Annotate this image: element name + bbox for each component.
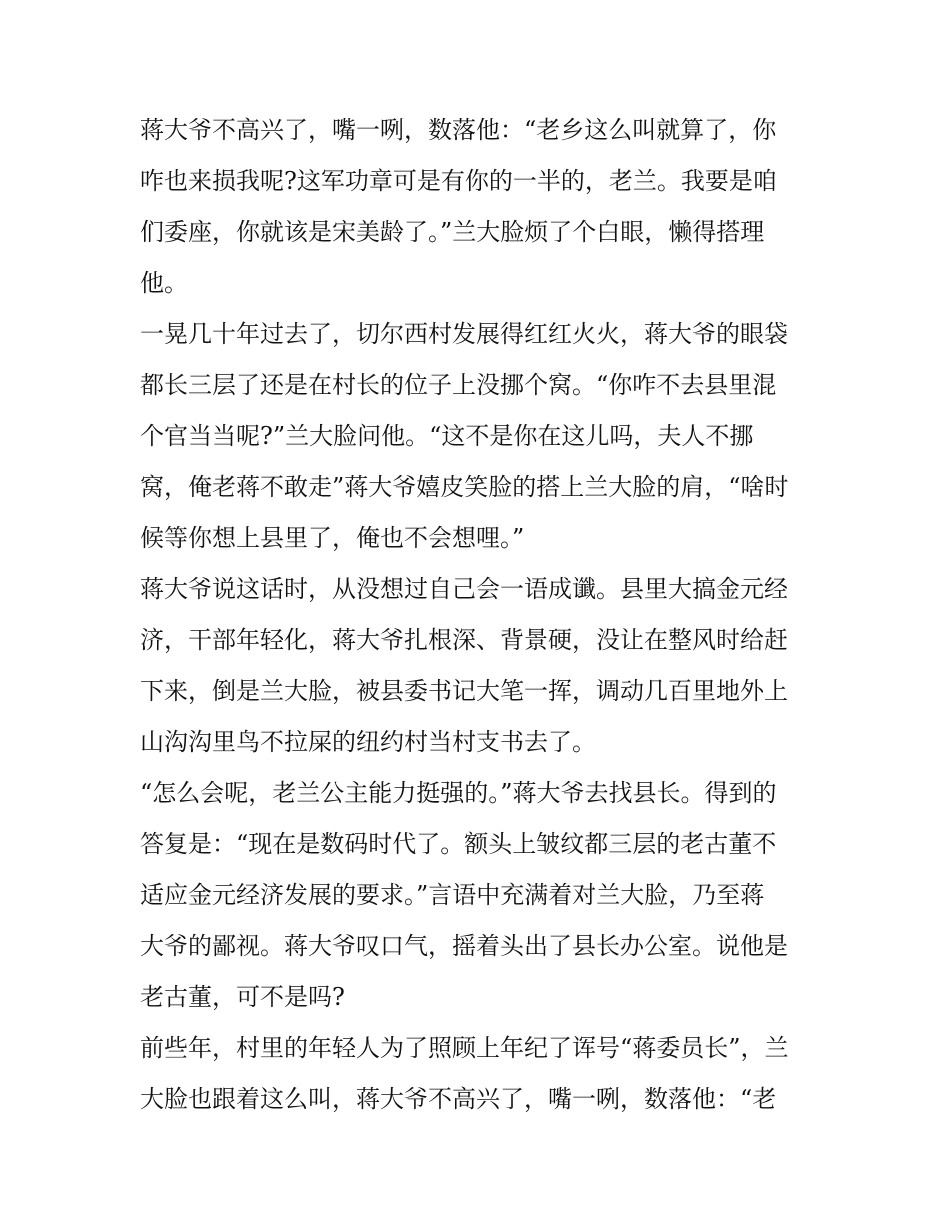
- text-line: 大脸也跟着这么叫，蒋大爷不高兴了，嘴一咧，数落他：“老: [140, 1085, 777, 1113]
- text-line: 一晃几十年过去了，切尔西村发展得红红火火，蒋大爷的眼袋: [140, 320, 788, 348]
- text-line: 答复是：“现在是数码时代了。额头上皱纹都三层的老古董不: [140, 830, 777, 858]
- text-line: 他。: [140, 269, 188, 297]
- text-line: 蒋大爷不高兴了，嘴一咧，数落他：“老乡这么叫就算了，你: [140, 116, 777, 144]
- text-line: 个官当当呢?”兰大脸问他。“这不是你在这儿吗，夫人不挪: [140, 422, 754, 450]
- text-line: 候等你想上县里了，俺也不会想哩。”: [140, 524, 525, 552]
- text-line: 下来，倒是兰大脸，被县委书记大笔一挥，调动几百里地外上: [140, 677, 788, 705]
- body-text: [140, 105, 820, 1125]
- text-line: 蒋大爷说这话时，从没想过自己会一语成谶。县里大搞金元经: [140, 575, 788, 603]
- text-line: 们委座，你就该是宋美龄了。”兰大脸烦了个白眼，懒得搭理: [140, 218, 765, 246]
- text-line: 窝，俺老蒋不敢走”蒋大爷嬉皮笑脸的搭上兰大脸的肩，“啥时: [140, 473, 789, 501]
- text-line: 老古董，可不是吗?: [140, 983, 345, 1011]
- text-line: 大爷的鄙视。蒋大爷叹口气，摇着头出了县长办公室。说他是: [140, 932, 788, 960]
- text-line: “怎么会呢，老兰公主能力挺强的。”蒋大爷去找县长。得到的: [140, 779, 777, 807]
- text-line: 咋也来损我呢?这军功章可是有你的一半的，老兰。我要是咱: [140, 167, 777, 195]
- text-line: 前些年，村里的年轻人为了照顾上年纪了诨号“蒋委员长”，兰: [140, 1034, 789, 1062]
- text-line: 都长三层了还是在村长的位子上没挪个窝。“你咋不去县里混: [140, 371, 777, 399]
- text-line: 适应金元经济发展的要求。”言语中充满着对兰大脸，乃至蒋: [140, 881, 765, 909]
- text-line: 济，干部年轻化，蒋大爷扎根深、背景硬，没让在整风时给赶: [140, 626, 788, 654]
- text-line: 山沟沟里鸟不拉屎的纽约村当村支书去了。: [140, 728, 596, 756]
